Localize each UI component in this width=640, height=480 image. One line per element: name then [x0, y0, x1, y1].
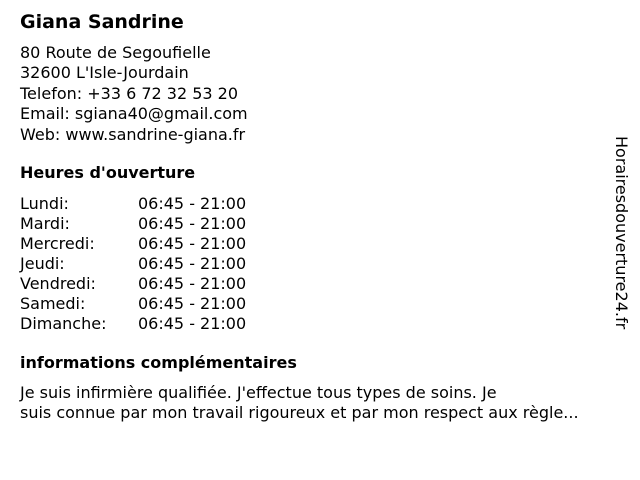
time-range: 06:45 - 21:00 — [138, 294, 247, 313]
info-line-1: Je suis infirmière qualifiée. J'effectue tous types de soins. Je — [20, 383, 497, 402]
day-label: Samedi: — [20, 294, 86, 313]
hours-row-thursday — [20, 254, 246, 274]
hours-row-sunday — [20, 314, 246, 334]
day-label: Dimanche: — [20, 314, 107, 333]
address-line-2: 32600 L'Isle-Jourdain — [20, 63, 189, 83]
additional-info-text — [20, 383, 635, 423]
time-range: 06:45 - 21:00 — [138, 194, 247, 213]
hours-row-wednesday — [20, 234, 246, 254]
day-label: Mercredi: — [20, 234, 95, 253]
email-line — [20, 104, 248, 124]
hours-row-friday — [20, 274, 246, 294]
web-link[interactable]: www.sandrine-giana.fr — [65, 124, 246, 144]
business-name: Giana Sandrine — [20, 11, 184, 33]
contact-block — [20, 43, 248, 145]
email-label: Email: — [20, 104, 75, 124]
time-range: 06:45 - 21:00 — [138, 254, 247, 273]
day-label: Jeudi: — [20, 254, 65, 273]
info-line-2: suis connue par mon travail rigoureux et par mon respect aux règle... — [20, 403, 579, 422]
opening-hours-title: Heures d'ouverture — [20, 163, 196, 182]
time-range: 06:45 - 21:00 — [138, 314, 247, 333]
email-link[interactable]: sgiana40@gmail.com — [74, 104, 248, 124]
hours-row-saturday — [20, 294, 246, 314]
time-range: 06:45 - 21:00 — [138, 234, 247, 253]
web-label: Web: — [20, 124, 66, 144]
address-line-1: 80 Route de Segoufielle — [20, 43, 211, 62]
site-watermark: Horairesdouverture24.fr — [612, 136, 631, 330]
phone-line[interactable]: Telefon: +33 6 72 32 53 20 — [20, 83, 239, 103]
day-label: Mardi: — [20, 214, 70, 233]
additional-info-title: informations complémentaires — [20, 353, 297, 372]
day-label: Vendredi: — [20, 274, 96, 293]
hours-row-monday — [20, 194, 246, 214]
day-label: Lundi: — [20, 194, 69, 213]
time-range: 06:45 - 21:00 — [138, 274, 247, 293]
opening-hours-table — [20, 194, 246, 334]
time-range: 06:45 - 21:00 — [138, 214, 247, 233]
hours-row-tuesday — [20, 214, 246, 234]
web-line — [20, 125, 248, 145]
